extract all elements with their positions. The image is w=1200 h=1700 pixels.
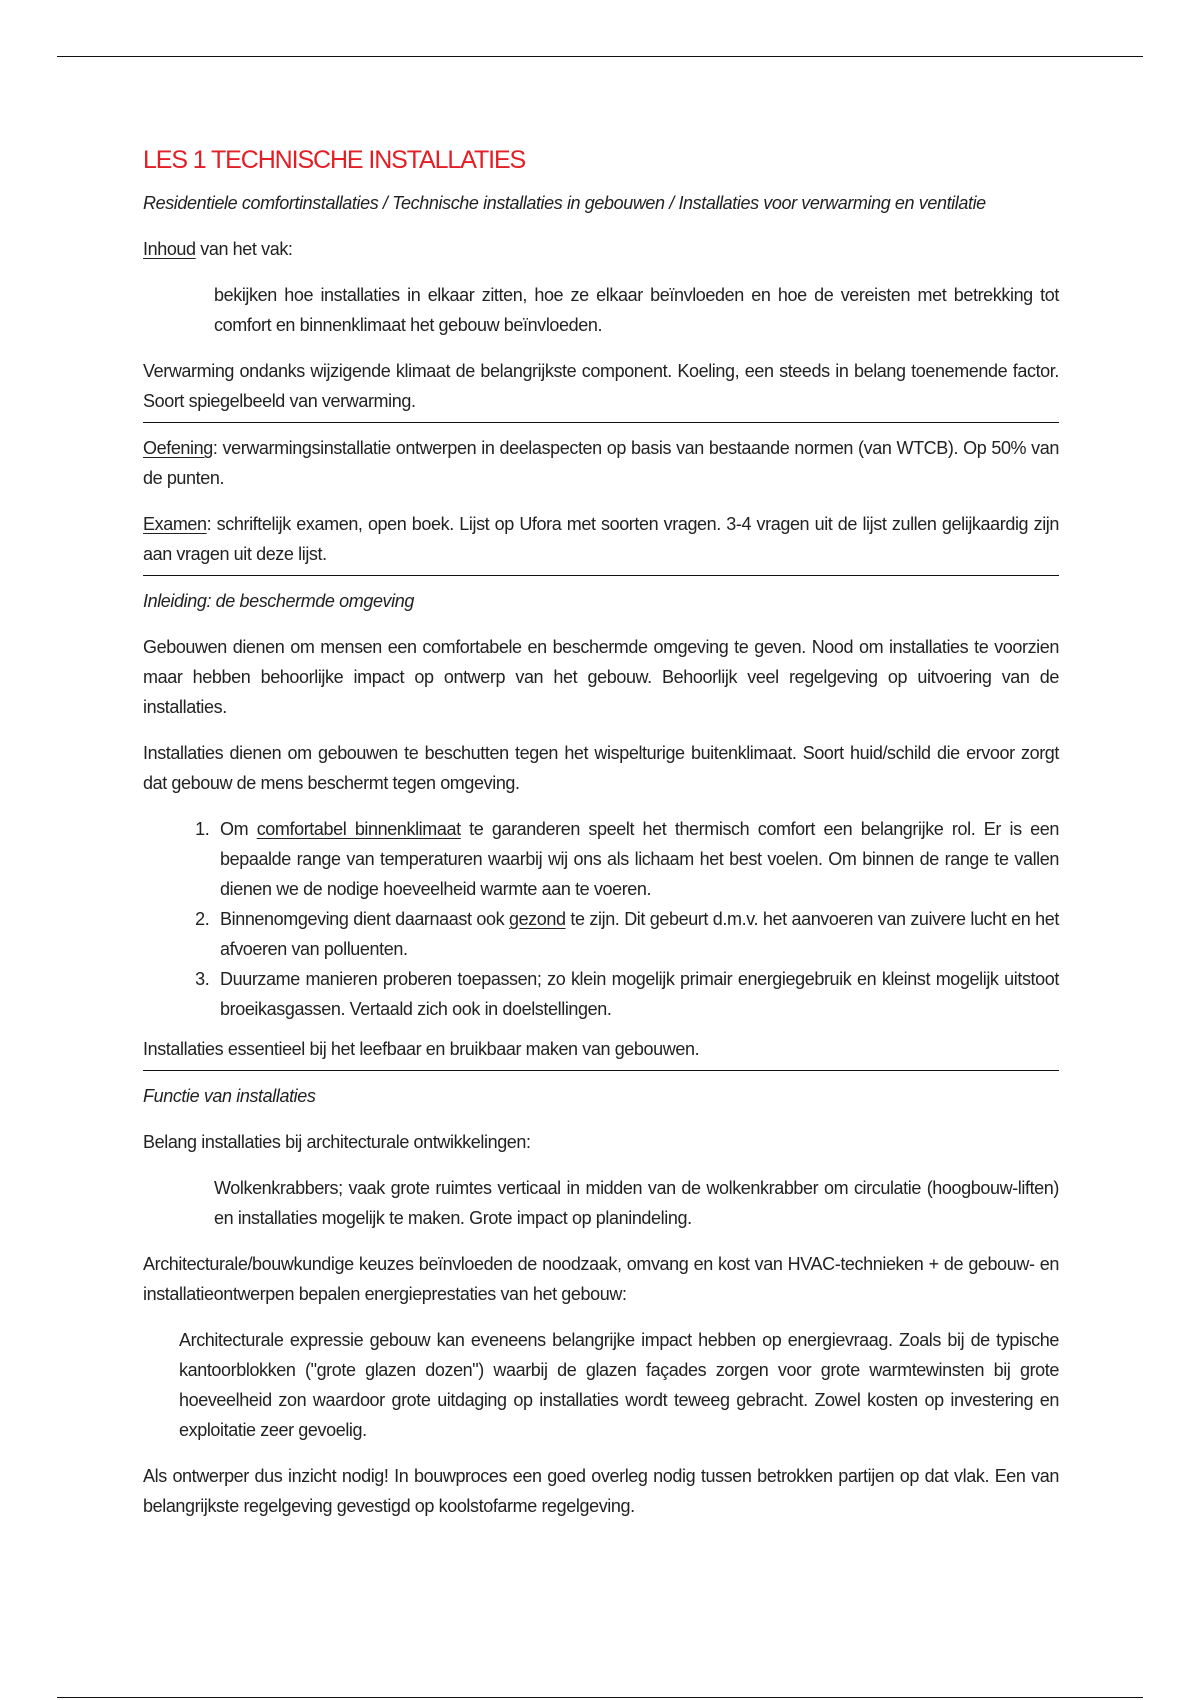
section-divider: [143, 1070, 1059, 1071]
inleiding-paragraph-2: Installaties dienen om gebouwen te beschutten tegen het wispelturige buitenklimaat. Soort huid/schild die ervoor zorgt dat gebouw de mens beschermt tegen omgeving.: [143, 743, 1059, 793]
inleiding-closing: Installaties essentieel bij het leefbaar en bruikbaar maken van gebouwen.: [143, 1039, 700, 1059]
inhoud-text: bekijken hoe installaties in elkaar zitten, hoe ze elkaar beïnvloeden en hoe de vereisten met betrekking tot comfort en binnenklimaat het gebouw beïnvloeden.: [214, 285, 1059, 335]
list-item-text: Duurzame manieren proberen toepassen; zo klein mogelijk primair energiegebruik en kleinst mogelijk uitstoot broeikasgassen. Vertaald zich ook in doelstellingen.: [220, 969, 1059, 1019]
verwarming-paragraph: Verwarming ondanks wijzigende klimaat de belangrijkste component. Koeling, een steeds in belang toenemende factor. Soort spiegelbeeld van verwarming.: [143, 361, 1059, 411]
functie-heading: Functie van installaties: [143, 1086, 316, 1106]
list-item: [214, 904, 1059, 964]
list-item-text: te zijn. Dit gebeurt d.m.v. het aanvoeren van zuivere lucht en het afvoeren van polluenten.: [220, 909, 1059, 959]
document-body: [143, 140, 1059, 1537]
section-divider: [143, 422, 1059, 423]
list-item: [214, 814, 1059, 904]
examen-label: Examen: [143, 514, 207, 534]
list-item: [214, 964, 1059, 1024]
footer-rule: [57, 1697, 1143, 1698]
header-rule: [57, 56, 1143, 57]
inhoud-rest: van het vak:: [195, 239, 293, 259]
numbered-list: [143, 814, 1059, 1024]
list-item-text: Binnenomgeving dient daarnaast ook: [220, 909, 509, 929]
oefening-paragraph: [143, 433, 1059, 493]
list-item-text: Om: [220, 819, 257, 839]
functie-paragraph-1: Belang installaties bij architecturale ontwikkelingen:: [143, 1132, 531, 1152]
functie-paragraph-3: Architecturale/bouwkundige keuzes beïnvloeden de noodzaak, omvang en kost van HVAC-technieken + de gebouw- en installatieontwerpen bepalen energieprestaties van het gebouw:: [143, 1254, 1059, 1304]
functie-paragraph-4: Architecturale expressie gebouw kan eveneens belangrijke impact hebben op energievraag. Zoals bij de typische kantoorblokken ("grote glazen dozen") waarbij de glazen façades zorgen voor grote warmtewinsten bij grote hoeveelheid zon waardoor grote uitdaging op installaties wordt teweeg gebracht. Zowel kosten op investering en exploitatie zeer gevoelig.: [179, 1330, 1059, 1440]
page-title: LES 1 TECHNISCHE INSTALLATIES: [143, 146, 526, 174]
inleiding-heading: Inleiding: de beschermde omgeving: [143, 591, 414, 611]
section-divider: [143, 575, 1059, 576]
oefening-rest: : verwarmingsinstallatie ontwerpen in deelaspecten op basis van bestaande normen (van WTCB). Op 50% van de punten.: [143, 438, 1059, 488]
examen-paragraph: [143, 509, 1059, 569]
functie-paragraph-2: Wolkenkrabbers; vaak grote ruimtes verticaal in midden van de wolkenkrabber om circulatie (hoogbouw-liften) en installaties mogelijk te maken. Grote impact op planindeling.: [214, 1178, 1059, 1228]
list-item-underlined: gezond: [508, 909, 566, 929]
inleiding-paragraph-1: Gebouwen dienen om mensen een comfortabele en beschermde omgeving te geven. Nood om installaties te voorzien maar hebben behoorlijke impact op ontwerp van het gebouw. Behoorlijk veel regelgeving op uitvoering van de installaties.: [143, 637, 1059, 717]
list-item-underlined: comfortabel binnenklimaat: [256, 819, 461, 839]
inhoud-label: Inhoud: [143, 239, 196, 259]
list-item-text: te garanderen speelt het thermisch comfort een belangrijke rol. Er is een bepaalde range van temperaturen waarbij wij ons als lichaam het best voelen. Om binnen de range te vallen dienen we de nodige hoeveelheid warmte aan te voeren.: [220, 819, 1059, 899]
subtitle: Residentiele comfortinstallaties / Technische installaties in gebouwen / Installaties voor verwarming en ventilatie: [143, 193, 986, 213]
oefening-label: Oefening: [143, 438, 213, 458]
inhoud-line: [143, 234, 1059, 264]
functie-paragraph-5: Als ontwerper dus inzicht nodig! In bouwproces een goed overleg nodig tussen betrokken partijen op dat vlak. Een van belangrijkste regelgeving gevestigd op koolstofarme regelgeving.: [143, 1466, 1059, 1516]
examen-rest: : schriftelijk examen, open boek. Lijst op Ufora met soorten vragen. 3-4 vragen uit de lijst zullen gelijkaardig zijn aan vragen uit deze lijst.: [143, 514, 1059, 564]
